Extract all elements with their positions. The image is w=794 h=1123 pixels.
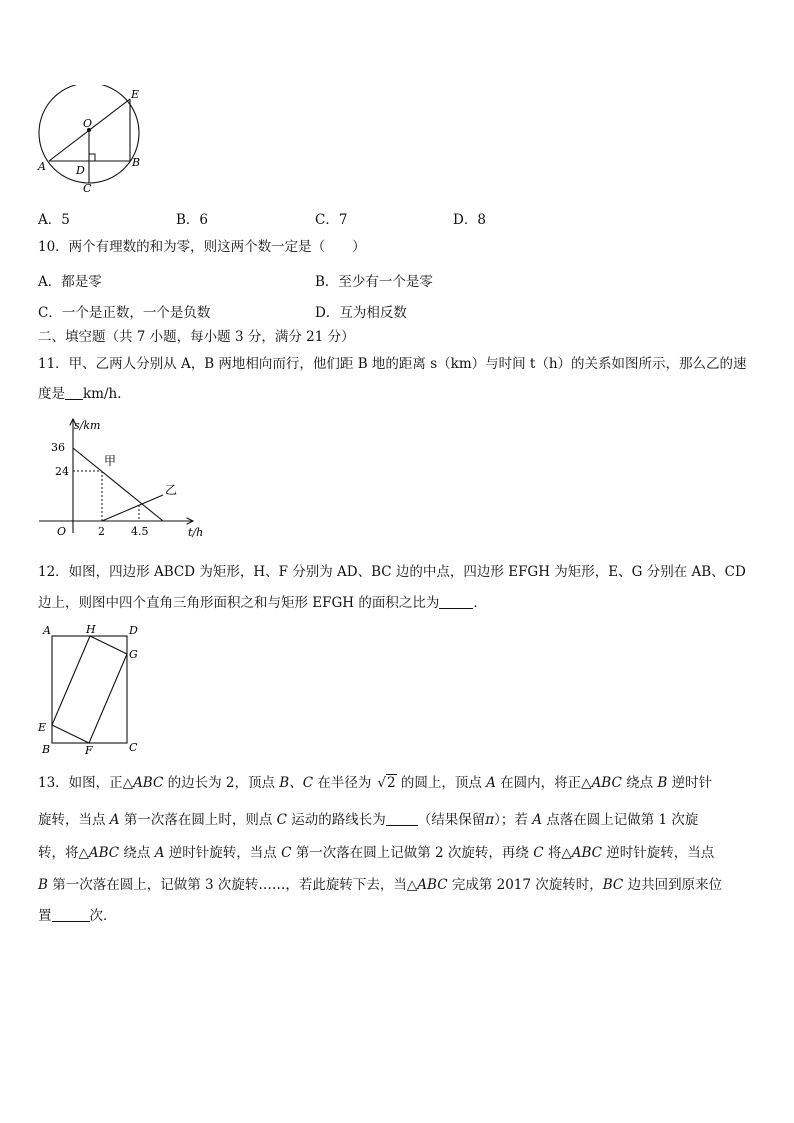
q9-circle-figure bbox=[28, 85, 153, 200]
q12-label-G: G bbox=[129, 648, 138, 661]
q11-origin-label: O bbox=[57, 525, 67, 538]
q11-line1: 11．甲、乙两人分别从 A，B 两地相向而行，他们距 B 地的距离 s（km）与时间 t（h）的关系如图所示，那么乙的速 bbox=[38, 356, 747, 372]
q10-option-b: B．至少有一个是零 bbox=[315, 274, 433, 290]
q11-label-yi: 乙 bbox=[165, 483, 178, 497]
q10-option-c: C．一个是正数，一个是负数 bbox=[38, 305, 211, 321]
q13-line4: B 第一次落在圆上，记做第 3 次旋转……，若此旋转下去，当△ABC 完成第 2017 次旋转时，BC 边共回到原来位 bbox=[38, 877, 723, 893]
q12-line2: 边上，则图中四个直角三角形面积之和与矩形 EFGH 的面积之比为 ． bbox=[38, 595, 487, 611]
q11-ylabel: s/km bbox=[74, 419, 101, 432]
q9-option-a: A．5 bbox=[38, 212, 70, 228]
q11-xtick-2: 2 bbox=[98, 525, 105, 538]
q11-distance-time-graph bbox=[30, 413, 210, 543]
q12-rectangle-figure bbox=[34, 620, 146, 760]
q12-line1: 12．如图，四边形 ABCD 为矩形，H、F 分别为 AD、BC 边的中点，四边形 EFGH 为矩形，E、G 分别在 AB、CD bbox=[38, 564, 746, 580]
q9-label-E: E bbox=[131, 88, 140, 101]
q12-label-E: E bbox=[38, 721, 47, 734]
q12-label-A: A bbox=[43, 624, 51, 637]
q11-line-jia bbox=[73, 448, 163, 521]
q13-line2: 旋转，当点 A 第一次落在圆上时，则点 C 运动的路线长为 （结果保留π）；若 A 点落在圆上记做第 1 次旋 bbox=[38, 812, 699, 828]
q12-answer-blank[interactable] bbox=[439, 594, 473, 609]
q9-option-c: C．7 bbox=[315, 212, 348, 228]
q9-option-b: B．6 bbox=[176, 212, 209, 228]
q13-line5: 置 次． bbox=[38, 908, 117, 924]
section-heading: 二、填空题（共 7 小题，每小题 3 分，满分 21 分） bbox=[38, 329, 355, 345]
q10-option-d: D．互为相反数 bbox=[315, 305, 407, 321]
q9-label-D: D bbox=[76, 164, 85, 177]
q9-option-d: D．8 bbox=[453, 212, 486, 228]
sqrt-symbol: √2 bbox=[377, 775, 396, 791]
q12-rect-ABCD bbox=[52, 636, 127, 743]
q11-xtick-4-5: 4.5 bbox=[131, 525, 149, 538]
q11-ytick-36: 36 bbox=[51, 441, 65, 454]
q11-line2: 度是 km/h． bbox=[38, 386, 131, 402]
q13-line1: 13．如图，正△ABC 的边长为 2，顶点 B、C 在半径为 √2 的圆上，顶点 A 在圆内，将正△ABC 绕点 B 逆时针 bbox=[38, 775, 713, 791]
q12-label-B: B bbox=[42, 743, 51, 756]
q10-stem: 10．两个有理数的和为零，则这两个数一定是（ ） bbox=[38, 239, 366, 255]
q9-right-angle-mark bbox=[89, 154, 95, 161]
q13-line3: 转，将△ABC 绕点 A 逆时针旋转，当点 C 第一次落在圆上记做第 2 次旋转，再绕 C 将△ABC 逆时针旋转，当点 bbox=[38, 845, 715, 861]
q9-label-B: B bbox=[132, 156, 141, 169]
q12-label-H: H bbox=[86, 623, 96, 636]
q13-answer-blank-2[interactable] bbox=[52, 907, 90, 922]
q11-answer-blank[interactable] bbox=[65, 385, 83, 400]
q12-label-F: F bbox=[85, 744, 93, 757]
q12-label-D: D bbox=[129, 624, 138, 637]
q12-label-C: C bbox=[129, 741, 138, 754]
q10-option-a: A．都是零 bbox=[38, 274, 102, 290]
q9-label-O: O bbox=[83, 117, 93, 130]
q11-line-yi bbox=[102, 495, 163, 521]
q11-ytick-24: 24 bbox=[55, 465, 69, 478]
q9-label-A: A bbox=[38, 160, 46, 173]
q9-label-C: C bbox=[83, 182, 92, 195]
q12-rect-EFGH bbox=[52, 636, 127, 743]
q11-xlabel: t/h bbox=[188, 526, 204, 539]
q13-answer-blank-1[interactable] bbox=[386, 811, 418, 826]
q11-label-jia: 甲 bbox=[104, 454, 117, 468]
